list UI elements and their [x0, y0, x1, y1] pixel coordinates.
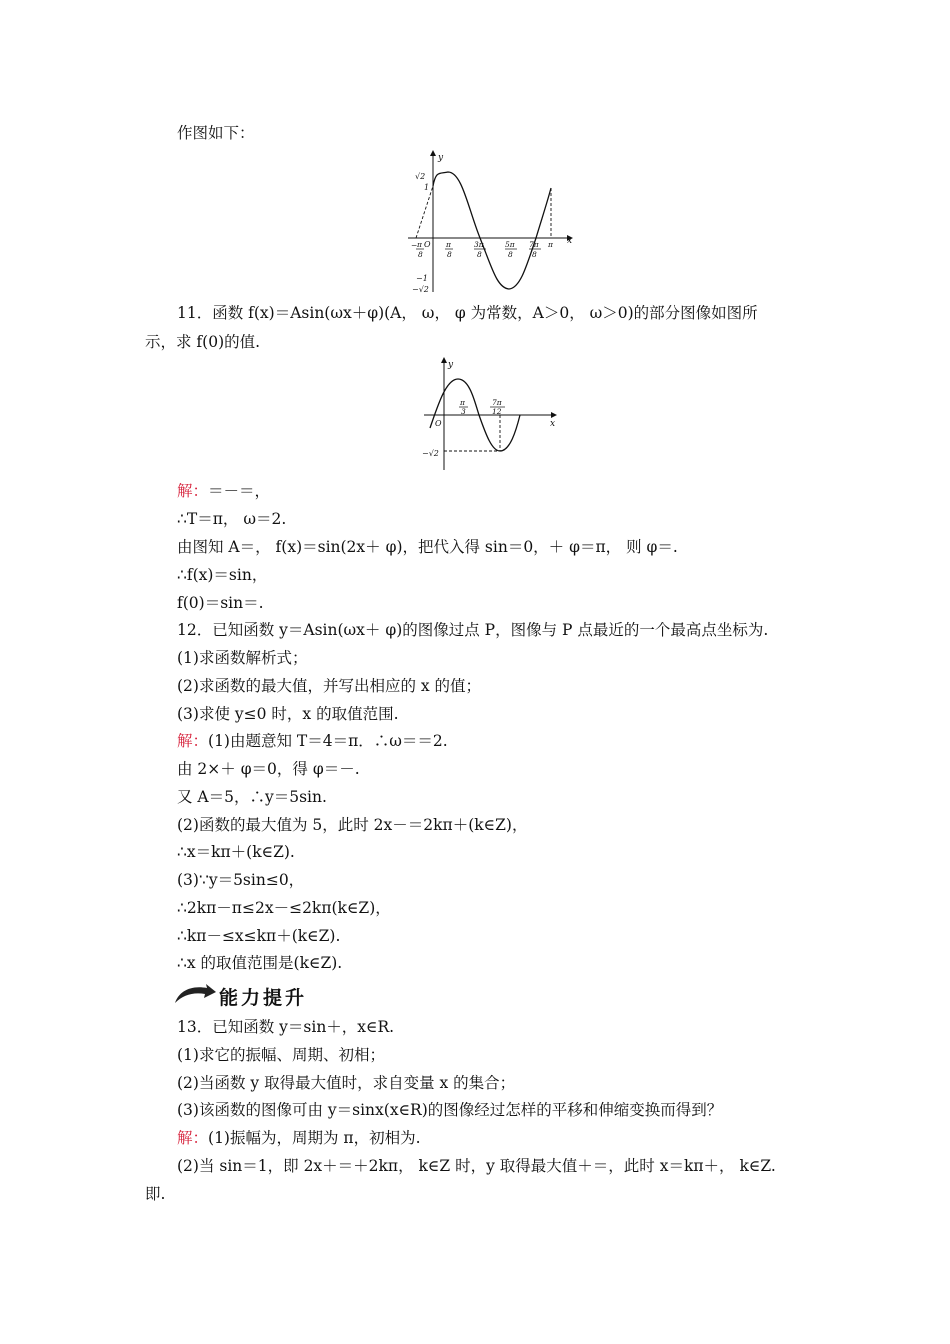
solution-12-line-9: ∴x 的取值范围是(k∈Z). [177, 954, 343, 972]
solution-label: 解： [177, 482, 209, 500]
svg-text:5π: 5π [505, 240, 515, 249]
svg-text:7π: 7π [529, 240, 539, 249]
section-arrow-icon [173, 983, 217, 1007]
graph-1 [402, 148, 580, 296]
x-axis-label: x [550, 419, 556, 429]
solution-13-line-3: 即. [145, 1185, 166, 1203]
svg-text:3π: 3π [474, 240, 484, 249]
tick-7pi-8 [529, 240, 541, 259]
sine-curve [433, 172, 551, 289]
solution-11-line-1: 解：＝－＝， [177, 482, 271, 500]
one-label: 1 [424, 183, 430, 192]
problem-12-item-1: (1)求函数解析式； [177, 649, 308, 667]
svg-text:8: 8 [532, 250, 537, 259]
solution-label: 解： [177, 1129, 209, 1147]
solution-11-line-3: 由图知 A＝， f(x)＝sin(2x＋ φ)，把代入得 sin＝0，＋ φ＝π， 则 φ＝. [177, 538, 678, 556]
solution-12-line-1: 解：(1)由题意知 T＝4＝π．∴ω＝＝2. [177, 732, 448, 750]
solution-12-line-3: 又 A＝5，∴y＝5sin. [177, 788, 327, 806]
sqrt2-label: √2 [415, 172, 426, 181]
problem-12-line-1: 12．已知函数 y＝Asin(ωx＋ φ)的图像过点 P，图像与 P 点最近的一个最高点坐标为. [177, 621, 769, 639]
svg-text:8: 8 [418, 250, 423, 259]
neg1-label: −1 [416, 274, 428, 283]
y-axis-label: y [448, 360, 454, 370]
solution-12-line-8: ∴kπ－≤x≤kπ＋(k∈Z). [177, 927, 341, 945]
svg-text:π: π [446, 240, 451, 249]
svg-text:7π: 7π [492, 398, 502, 407]
solution-13-line-2: (2)当 sin＝1，即 2x＋＝＋2kπ， k∈Z 时，y 取得最大值＋＝，此时 x＝kπ＋， k∈Z. [177, 1157, 776, 1175]
solution-12-line-7: ∴2kπ－π≤2x－≤2kπ(k∈Z)， [177, 899, 391, 917]
tick-5pi-8 [505, 240, 517, 259]
solution-12-line-5: ∴x＝kπ＋(k∈Z). [177, 843, 295, 861]
origin-label: O [424, 240, 431, 249]
x-axis-label: x [567, 236, 573, 246]
svg-text:12: 12 [492, 407, 502, 416]
solution-11-line-5: f(0)＝sin＝. [177, 594, 264, 612]
graph-2 [420, 355, 562, 473]
problem-12-item-3: (3)求使 y≤0 时，x 的取值范围. [177, 705, 399, 723]
svg-text:π: π [417, 240, 422, 249]
tick-pi: π [548, 240, 553, 249]
svg-text:3: 3 [461, 407, 466, 416]
svg-text:8: 8 [477, 250, 482, 259]
svg-text:π: π [460, 398, 465, 407]
negsqrt2-label: −√2 [412, 285, 429, 294]
solution-12-line-2: 由 2×＋ φ＝0，得 φ＝－. [177, 760, 360, 778]
tick-neg-pi-8 [411, 240, 424, 259]
solution-13-line-1: 解：(1)振幅为，周期为 π，初相为. [177, 1129, 421, 1147]
problem-12-item-2: (2)求函数的最大值，并写出相应的 x 的值； [177, 677, 482, 695]
problem-13-item-3: (3)该函数的图像可由 y＝sinx(x∈R)的图像经过怎样的平移和伸缩变换而得到？ [177, 1101, 723, 1119]
negsqrt2-label: −√2 [422, 449, 439, 458]
origin-label: O [435, 419, 442, 428]
intro-line: 作图如下： [177, 124, 255, 142]
solution-11-line-2: ∴T＝π， ω＝2. [177, 510, 287, 528]
problem-13-item-2: (2)当函数 y 取得最大值时，求自变量 x 的集合； [177, 1074, 516, 1092]
tick-pi-3 [459, 398, 468, 416]
solution-12-line-6: (3)∵y＝5sin≤0， [177, 871, 305, 889]
svg-text:−: − [411, 241, 418, 250]
solution-label: 解： [177, 732, 209, 750]
svg-text:8: 8 [508, 250, 513, 259]
problem-13-item-1: (1)求它的振幅、周期、初相； [177, 1046, 385, 1064]
problem-13-line-1: 13．已知函数 y＝sin＋，x∈R. [177, 1018, 395, 1036]
tick-pi-8 [445, 240, 453, 259]
solution-11-line-4: ∴f(x)＝sin， [177, 566, 268, 584]
dashed-extension [416, 186, 433, 238]
y-axis-label: y [438, 153, 444, 163]
svg-text:8: 8 [447, 250, 452, 259]
tick-7pi-12 [490, 398, 505, 416]
solution-12-line-4: (2)函数的最大值为 5，此时 2x－＝2kπ＋(k∈Z)， [177, 816, 528, 834]
problem-11-line-1: 11．函数 f(x)＝Asin(ωx＋φ)(A， ω， φ 为常数，A＞0， ω＞0)的部分图像如图所 [177, 304, 758, 322]
section-title: 能力提升 [219, 987, 308, 1009]
problem-11-line-2: 示，求 f(0)的值. [145, 333, 261, 351]
